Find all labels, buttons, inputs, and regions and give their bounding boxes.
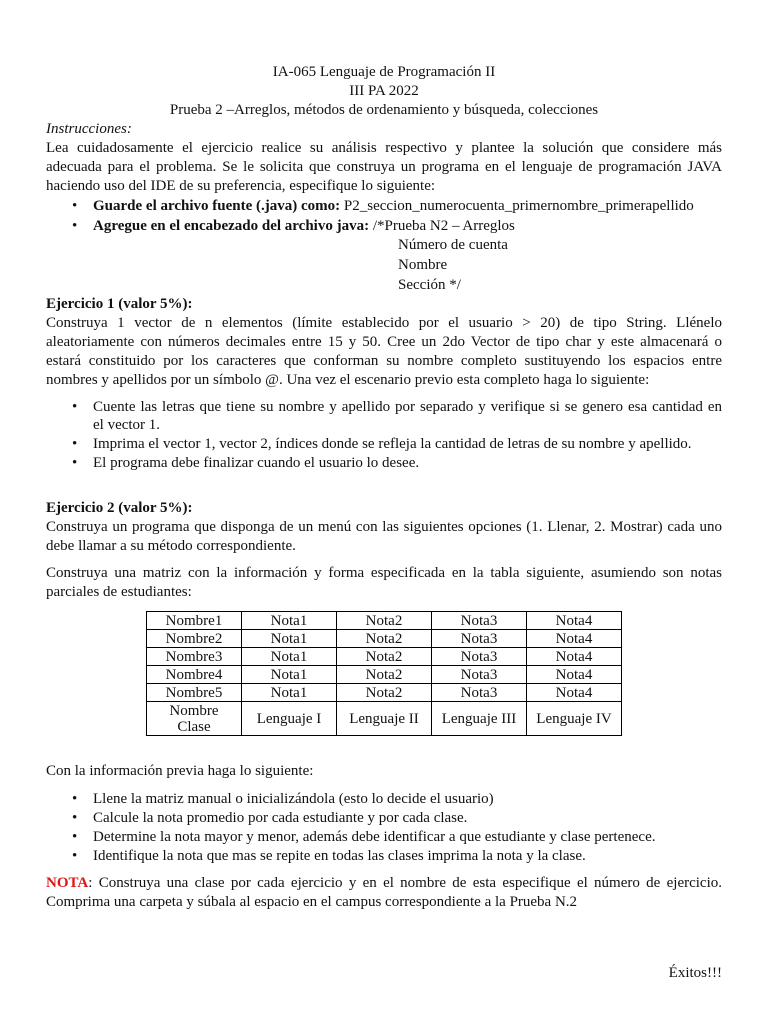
bullet-value: P2_seccion_numerocuenta_primernombre_primerapellido — [340, 198, 694, 214]
bullet-text: Cuente las letras que tiene su nombre y apellido por separado y verifique si se genero esa cantidad en — [93, 399, 722, 415]
bullet-text: el vector 1. — [93, 417, 161, 433]
table-cell: Nota4 — [527, 630, 622, 648]
table-cell: Nota2 — [337, 684, 432, 702]
table-cell: Lenguaje II — [337, 702, 432, 736]
bullet-text: Llene la matriz manual o inicializándola (esto lo decide el usuario) — [93, 791, 494, 807]
table-cell: Nota1 — [242, 648, 337, 666]
bullet-icon: • — [72, 436, 78, 452]
table-cell: Nota4 — [527, 684, 622, 702]
ex2-paragraph-line-3: Construya una matriz con la información y forma especificada en la tabla siguiente, asumiendo son notas — [46, 565, 722, 581]
bullet-label: Guarde el archivo fuente (.java) como: — [93, 198, 341, 214]
table-cell: Nombre2 — [147, 630, 242, 648]
ex1-heading: Ejercicio 1 (valor 5%): — [46, 296, 193, 312]
note-text: : Construya una clase por cada ejercicio y en el nombre de esta especifique el número de ejercicio. — [88, 875, 722, 891]
bullet-label: Agregue en el encabezado del archivo java: — [93, 218, 370, 234]
table-cell: Nota3 — [432, 648, 527, 666]
table-row — [147, 612, 622, 630]
bullet-value: /*Prueba N2 – Arreglos — [369, 218, 515, 234]
class-header-line-2: Clase — [177, 718, 211, 735]
table-cell: Nota2 — [337, 630, 432, 648]
table-cell: Nota1 — [242, 684, 337, 702]
note-label: NOTA — [46, 875, 89, 891]
table-cell: Nota4 — [527, 648, 622, 666]
table-cell: Nombre1 — [147, 612, 242, 630]
class-header-line-1: Nombre — [169, 702, 219, 719]
header-line-account: Número de cuenta — [398, 237, 508, 253]
table-cell: Nombre4 — [147, 666, 242, 684]
table-cell: Nota3 — [432, 630, 527, 648]
table-row — [147, 666, 622, 684]
table-row — [147, 648, 622, 666]
ex2-paragraph-line-4: parciales de estudiantes: — [46, 584, 192, 600]
bullet-icon: • — [72, 399, 78, 415]
bullet-icon: • — [72, 791, 78, 807]
bullet-text: Determine la nota mayor y menor, además debe identificar a que estudiante y clase pertenece. — [93, 829, 656, 845]
ex2-heading: Ejercicio 2 (valor 5%): — [46, 500, 193, 516]
bullet-text: Identifique la nota que mas se repite en todas las clases imprima la nota y la clase. — [93, 848, 586, 864]
table-cell: Nombre5 — [147, 684, 242, 702]
table-cell: Nota1 — [242, 612, 337, 630]
table-cell: Lenguaje I — [242, 702, 337, 736]
bullet-icon: • — [72, 198, 78, 214]
header-line-name: Nombre — [398, 257, 448, 273]
table-cell: Nota2 — [337, 666, 432, 684]
table-cell: Nota2 — [337, 648, 432, 666]
instructions-line-2: adecuada para el problema. Se le solicita que construya un programa en el lenguaje de programación JAVA — [46, 159, 722, 175]
table-cell: Nota3 — [432, 612, 527, 630]
bullet-icon: • — [72, 218, 78, 234]
period: III PA 2022 — [349, 83, 419, 99]
instructions-heading: Instrucciones: — [46, 121, 132, 137]
ex1-paragraph-line-2: aleatoriamente con números decimales entre 15 y 50. Cree un 2do Vector de tipo char y este almacenará o — [46, 334, 722, 350]
grades-table — [146, 611, 622, 736]
course-title: IA-065 Lenguaje de Programación II — [272, 64, 496, 80]
closing-text: Éxitos!!! — [668, 965, 722, 981]
instructions-line-1: Lea cuidadosamente el ejercicio realice su análisis respectivo y plantee la solución que considere más — [46, 140, 722, 156]
table-cell: Nota1 — [242, 630, 337, 648]
table-cell: Nota4 — [527, 612, 622, 630]
table-cell-class-header — [147, 702, 242, 736]
table-cell: Nota2 — [337, 612, 432, 630]
bullet-icon: • — [72, 455, 78, 471]
bullet-icon: • — [72, 848, 78, 864]
note-line-1 — [46, 873, 722, 893]
table-cell: Nota1 — [242, 666, 337, 684]
ex2-paragraph-line-2: debe llamar a su método correspondiente. — [46, 538, 296, 554]
bullet-icon: • — [72, 810, 78, 826]
bullet-text: El programa debe finalizar cuando el usuario lo desee. — [93, 455, 420, 471]
bullet-text: Imprima el vector 1, vector 2, índices donde se refleja la cantidad de letras de su nombre y apellido. — [93, 436, 692, 452]
ex1-paragraph-line-1: Construya 1 vector de n elementos (límite establecido por el usuario > 20) de tipo String. Llénelo — [46, 315, 722, 331]
bullet-text: Calcule la nota promedio por cada estudiante y por cada clase. — [93, 810, 468, 826]
bullet-icon: • — [72, 829, 78, 845]
table-cell: Lenguaje III — [432, 702, 527, 736]
instructions-line-3: haciendo uso del IDE de su preferencia, especifique lo siguiente: — [46, 178, 436, 194]
ex1-paragraph-line-4: nombres y apellidos por un símbolo @. Una vez el escenario previo esta completo haga lo siguiente: — [46, 372, 650, 388]
table-row — [147, 630, 622, 648]
ex2-tasks-intro: Con la información previa haga lo siguiente: — [46, 763, 314, 779]
ex1-paragraph-line-3: estará constituido por los caracteres que conforman su nombre completo sustituyendo los espacios entre — [46, 353, 722, 369]
table-cell: Nota3 — [432, 684, 527, 702]
exam-title: Prueba 2 –Arreglos, métodos de ordenamiento y búsqueda, colecciones — [169, 102, 599, 118]
table-cell: Nombre3 — [147, 648, 242, 666]
ex2-paragraph-line-1: Construya un programa que disponga de un menú con las siguientes opciones (1. Llenar, 2. Mostrar) cada uno — [46, 519, 722, 535]
table-cell: Nota4 — [527, 666, 622, 684]
header-line-section: Sección */ — [398, 277, 461, 293]
table-cell: Lenguaje IV — [527, 702, 622, 736]
table-cell: Nota3 — [432, 666, 527, 684]
table-row — [147, 684, 622, 702]
table-row-classes — [147, 702, 622, 736]
note-line-2: Comprima una carpeta y súbala al espacio en el campus correspondiente a la Prueba N.2 — [46, 894, 578, 910]
